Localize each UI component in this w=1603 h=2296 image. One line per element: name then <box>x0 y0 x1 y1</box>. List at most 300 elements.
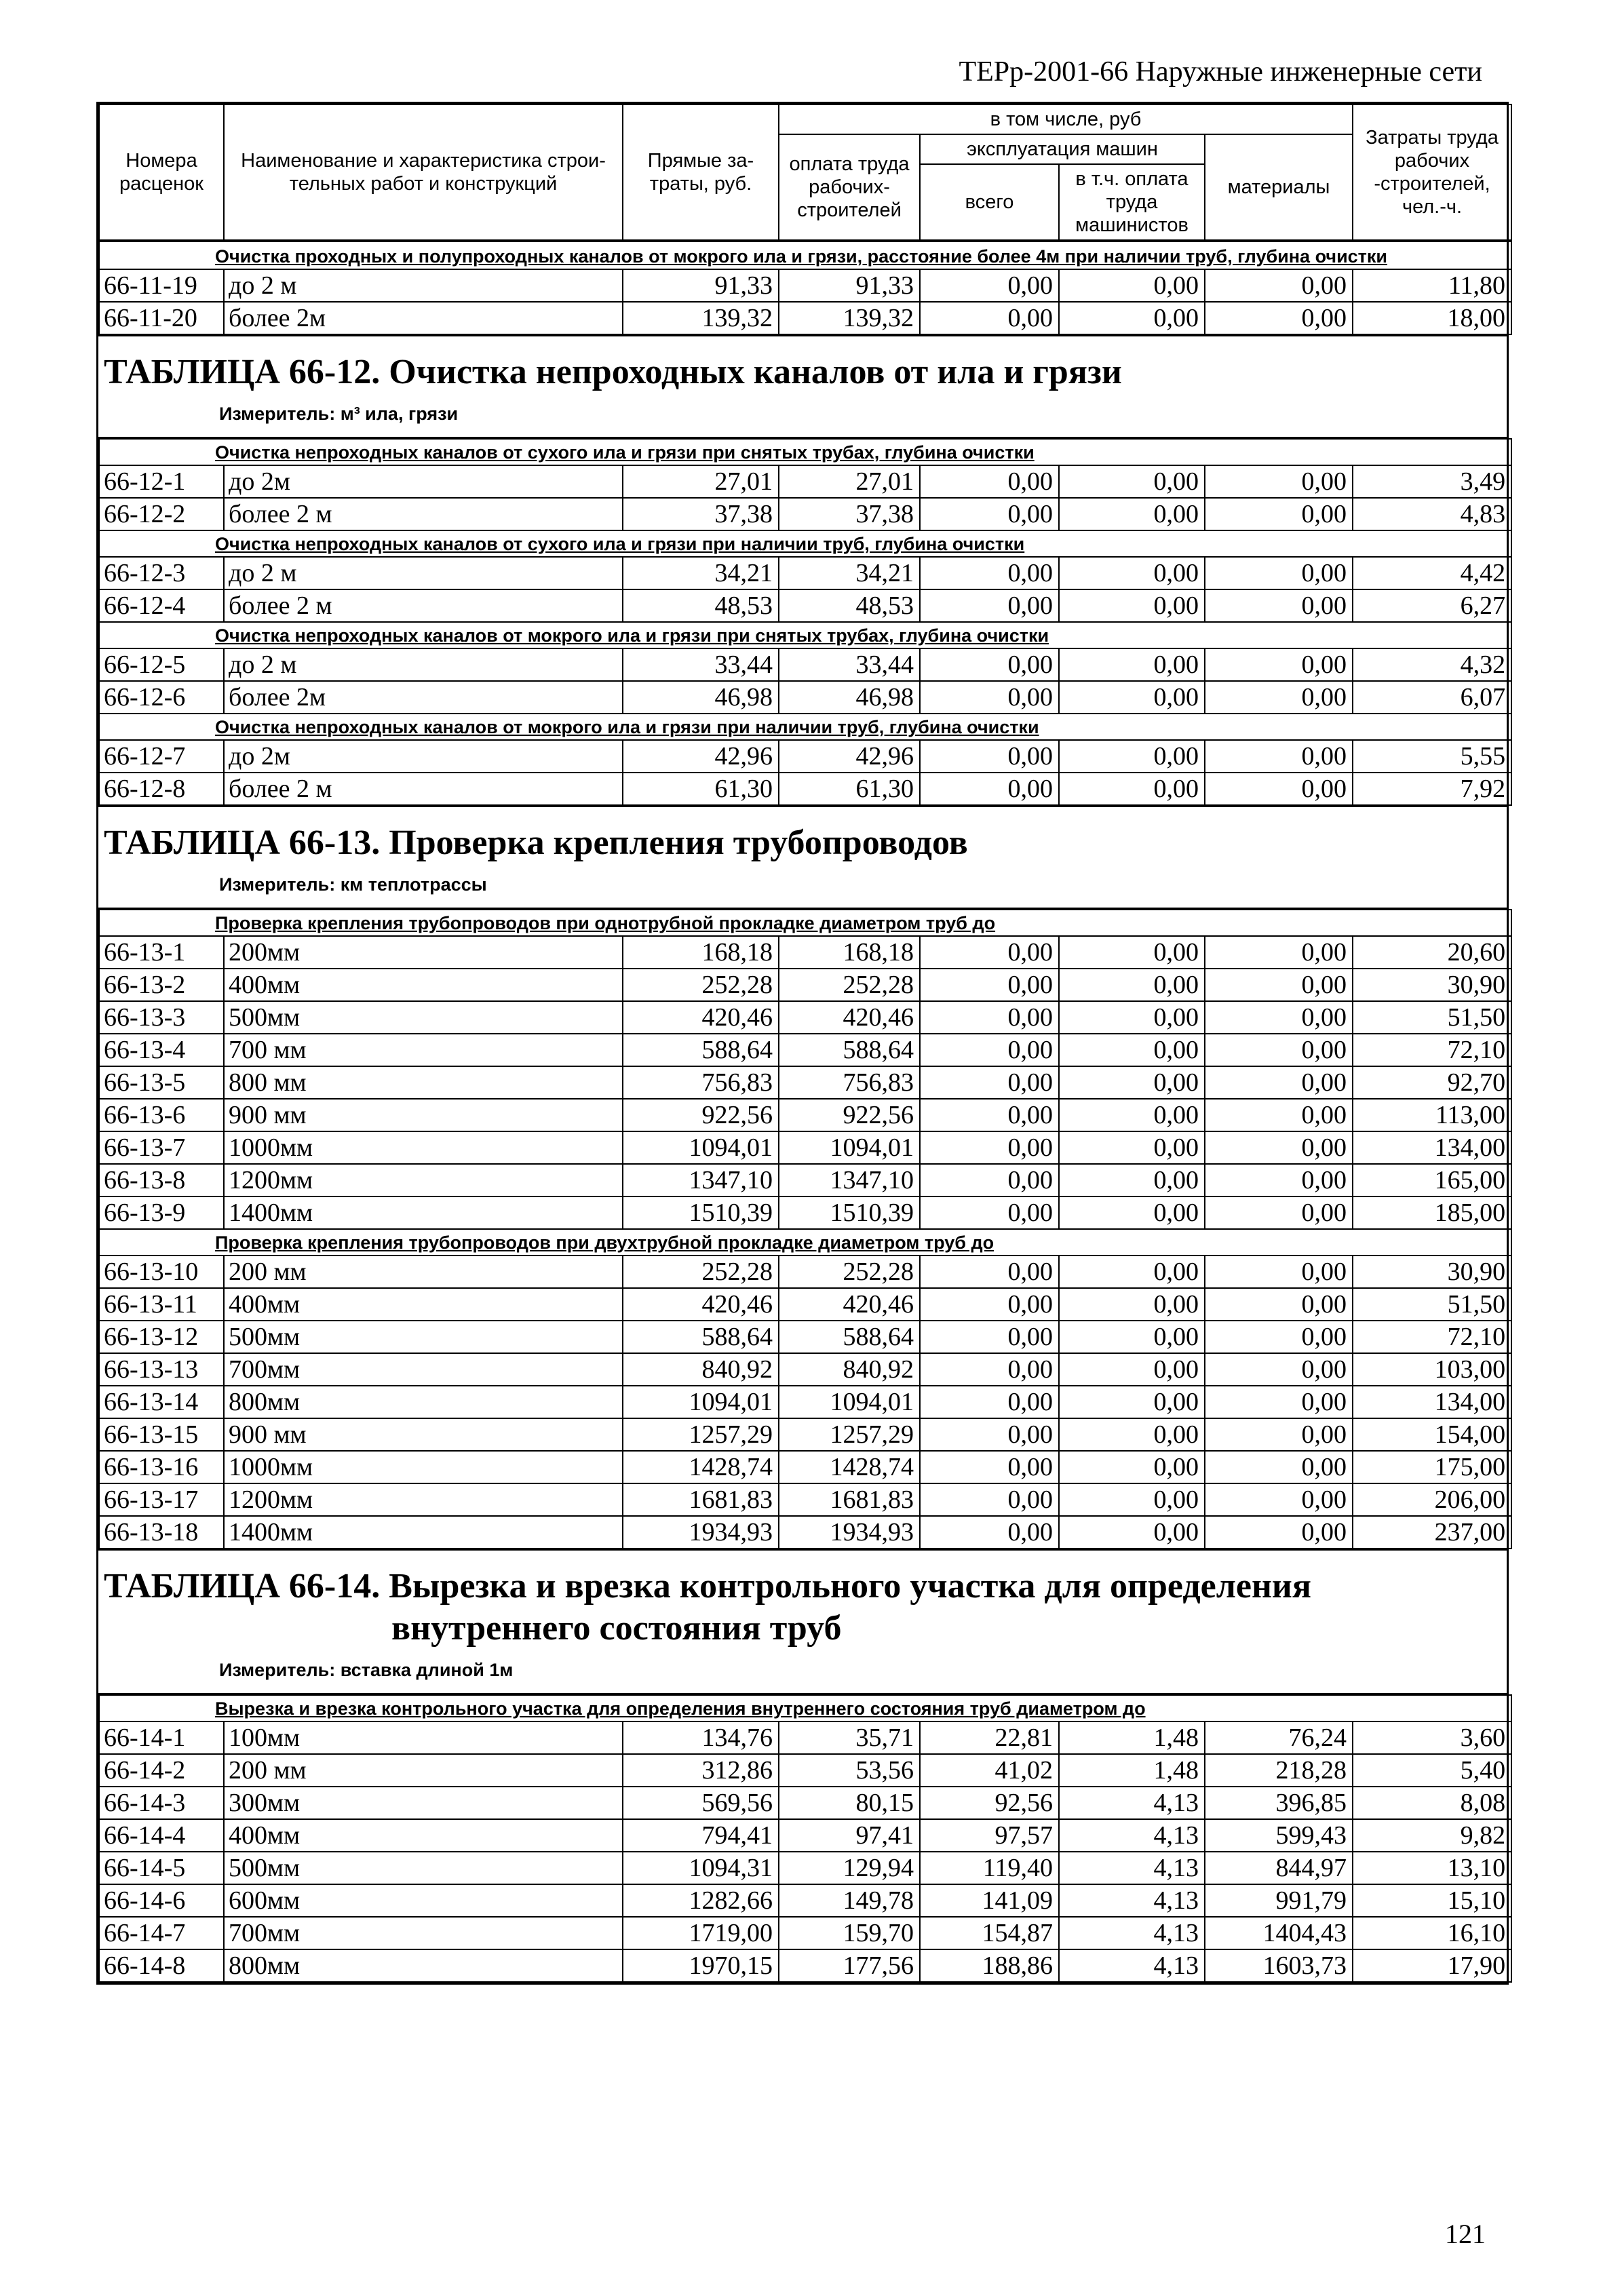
materials-cell: 844,97 <box>1205 1852 1353 1884</box>
col-header-machines-total: всего <box>920 164 1059 240</box>
rate-code-cell: 66-13-5 <box>99 1066 224 1099</box>
table-title-block <box>98 1549 1507 1694</box>
materials-cell: 0,00 <box>1205 1066 1353 1099</box>
work-name-cell: 1200мм <box>224 1164 623 1196</box>
machines-total-cell: 119,40 <box>920 1852 1059 1884</box>
table-title: ТАБЛИЦА 66-13. Проверка крепления трубопроводов <box>104 823 968 862</box>
worker-wages-cell: 97,41 <box>779 1819 920 1852</box>
machinist-wages-cell: 0,00 <box>1059 1516 1205 1549</box>
rate-code-cell: 66-11-20 <box>99 302 224 334</box>
machinist-wages-cell: 0,00 <box>1059 1099 1205 1131</box>
group-label: Очистка непроходных каналов от мокрого ила и грязи при снятых трубах, глубина очистки <box>99 622 1511 648</box>
machines-total-cell: 0,00 <box>920 740 1059 773</box>
direct-costs-cell: 420,46 <box>623 1288 779 1321</box>
labor-hours-cell: 4,83 <box>1353 498 1511 530</box>
worker-wages-cell: 37,38 <box>779 498 920 530</box>
worker-wages-cell: 149,78 <box>779 1884 920 1917</box>
work-name-cell: более 2 м <box>224 589 623 622</box>
materials-cell: 76,24 <box>1205 1721 1353 1754</box>
rate-code-cell: 66-13-6 <box>99 1099 224 1131</box>
machinist-wages-cell: 0,00 <box>1059 302 1205 334</box>
machinist-wages-cell: 0,00 <box>1059 1353 1205 1386</box>
col-header-direct: Прямые за-траты, руб. <box>623 104 779 240</box>
materials-cell: 0,00 <box>1205 969 1353 1001</box>
group-row <box>99 241 1511 269</box>
rate-code-cell: 66-14-1 <box>99 1721 224 1754</box>
labor-hours-cell: 5,40 <box>1353 1754 1511 1787</box>
machines-total-cell: 97,57 <box>920 1819 1059 1852</box>
machinist-wages-cell: 4,13 <box>1059 1819 1205 1852</box>
work-name-cell: 1200мм <box>224 1483 623 1516</box>
group-label: Проверка крепления трубопроводов при двухтрубной прокладке диаметром труб до <box>99 1229 1511 1256</box>
rate-code-cell: 66-14-2 <box>99 1754 224 1787</box>
labor-hours-cell: 72,10 <box>1353 1321 1511 1353</box>
labor-hours-cell: 154,00 <box>1353 1418 1511 1451</box>
worker-wages-cell: 588,64 <box>779 1321 920 1353</box>
rate-code-cell: 66-12-2 <box>99 498 224 530</box>
machinist-wages-cell: 0,00 <box>1059 498 1205 530</box>
labor-hours-cell: 18,00 <box>1353 302 1511 334</box>
direct-costs-cell: 134,76 <box>623 1721 779 1754</box>
materials-cell: 0,00 <box>1205 1099 1353 1131</box>
table-title-block <box>98 806 1507 909</box>
table-row <box>99 681 1511 714</box>
worker-wages-cell: 420,46 <box>779 1288 920 1321</box>
rate-code-cell: 66-13-11 <box>99 1288 224 1321</box>
machines-total-cell: 0,00 <box>920 1451 1059 1483</box>
worker-wages-cell: 35,71 <box>779 1721 920 1754</box>
table-row <box>99 1001 1511 1034</box>
machinist-wages-cell: 0,00 <box>1059 465 1205 498</box>
table-row <box>99 648 1511 681</box>
materials-cell: 0,00 <box>1205 1196 1353 1229</box>
machinist-wages-cell: 0,00 <box>1059 648 1205 681</box>
work-name-cell: 300мм <box>224 1787 623 1819</box>
rate-code-cell: 66-13-15 <box>99 1418 224 1451</box>
group-label: Проверка крепления трубопроводов при однотрубной прокладке диаметром труб до <box>99 910 1511 936</box>
machinist-wages-cell: 0,00 <box>1059 269 1205 302</box>
page-number: 121 <box>1445 2219 1486 2249</box>
worker-wages-cell: 756,83 <box>779 1066 920 1099</box>
work-name-cell: 1000мм <box>224 1451 623 1483</box>
work-name-cell: 500мм <box>224 1852 623 1884</box>
machines-total-cell: 0,00 <box>920 1321 1059 1353</box>
materials-cell: 0,00 <box>1205 1516 1353 1549</box>
machinist-wages-cell: 0,00 <box>1059 969 1205 1001</box>
table-row <box>99 1034 1511 1066</box>
work-name-cell: более 2 м <box>224 498 623 530</box>
col-header-machinist-wages: в т.ч. оплата труда машинистов <box>1059 164 1205 240</box>
table-row <box>99 1852 1511 1884</box>
worker-wages-cell: 139,32 <box>779 302 920 334</box>
machinist-wages-cell: 1,48 <box>1059 1754 1205 1787</box>
labor-hours-cell: 3,60 <box>1353 1721 1511 1754</box>
materials-cell: 0,00 <box>1205 936 1353 969</box>
table-row <box>99 1483 1511 1516</box>
materials-cell: 0,00 <box>1205 1386 1353 1418</box>
table-row <box>99 1451 1511 1483</box>
work-name-cell: 800мм <box>224 1949 623 1982</box>
rate-code-cell: 66-14-8 <box>99 1949 224 1982</box>
direct-costs-cell: 1934,93 <box>623 1516 779 1549</box>
work-name-cell: 400мм <box>224 1288 623 1321</box>
table-row <box>99 1099 1511 1131</box>
rate-code-cell: 66-12-3 <box>99 557 224 589</box>
group-row <box>99 714 1511 740</box>
table-row <box>99 1196 1511 1229</box>
worker-wages-cell: 1510,39 <box>779 1196 920 1229</box>
direct-costs-cell: 1510,39 <box>623 1196 779 1229</box>
materials-cell: 0,00 <box>1205 498 1353 530</box>
table-row <box>99 740 1511 773</box>
table-row <box>99 1884 1511 1917</box>
worker-wages-cell: 34,21 <box>779 557 920 589</box>
direct-costs-cell: 1282,66 <box>623 1884 779 1917</box>
direct-costs-cell: 252,28 <box>623 969 779 1001</box>
materials-cell: 0,00 <box>1205 773 1353 805</box>
direct-costs-cell: 1094,01 <box>623 1386 779 1418</box>
labor-hours-cell: 13,10 <box>1353 1852 1511 1884</box>
machinist-wages-cell: 0,00 <box>1059 557 1205 589</box>
worker-wages-cell: 42,96 <box>779 740 920 773</box>
group-row <box>99 439 1511 465</box>
direct-costs-cell: 27,01 <box>623 465 779 498</box>
work-name-cell: до 2 м <box>224 269 623 302</box>
table-row <box>99 1321 1511 1353</box>
machines-total-cell: 141,09 <box>920 1884 1059 1917</box>
labor-hours-cell: 175,00 <box>1353 1451 1511 1483</box>
table-row <box>99 498 1511 530</box>
machinist-wages-cell: 4,13 <box>1059 1949 1205 1982</box>
rate-code-cell: 66-12-8 <box>99 773 224 805</box>
machinist-wages-cell: 0,00 <box>1059 1483 1205 1516</box>
worker-wages-cell: 1934,93 <box>779 1516 920 1549</box>
machines-total-cell: 0,00 <box>920 1256 1059 1288</box>
direct-costs-cell: 37,38 <box>623 498 779 530</box>
col-header-machines: эксплуатация машин <box>920 134 1205 164</box>
labor-hours-cell: 134,00 <box>1353 1386 1511 1418</box>
group-label: Очистка проходных и полупроходных каналов от мокрого ила и грязи, расстояние более 4м при наличии труб, глубина очистки <box>99 241 1511 269</box>
work-name-cell: 900 мм <box>224 1418 623 1451</box>
table-title: ТАБЛИЦА 66-12. Очистка непроходных каналов от ила и грязи <box>104 353 1122 391</box>
direct-costs-cell: 756,83 <box>623 1066 779 1099</box>
col-header-name: Наименование и характеристика строи-тельных работ и конструкций <box>224 104 623 240</box>
materials-cell: 599,43 <box>1205 1819 1353 1852</box>
worker-wages-cell: 1347,10 <box>779 1164 920 1196</box>
machinist-wages-cell: 0,00 <box>1059 1196 1205 1229</box>
work-name-cell: более 2 м <box>224 773 623 805</box>
worker-wages-cell: 252,28 <box>779 1256 920 1288</box>
direct-costs-cell: 252,28 <box>623 1256 779 1288</box>
rate-code-cell: 66-12-5 <box>99 648 224 681</box>
work-name-cell: 1400мм <box>224 1196 623 1229</box>
labor-hours-cell: 9,82 <box>1353 1819 1511 1852</box>
direct-costs-cell: 33,44 <box>623 648 779 681</box>
materials-cell: 0,00 <box>1205 1483 1353 1516</box>
rate-code-cell: 66-13-12 <box>99 1321 224 1353</box>
labor-hours-cell: 30,90 <box>1353 1256 1511 1288</box>
materials-cell: 0,00 <box>1205 1288 1353 1321</box>
direct-costs-cell: 34,21 <box>623 557 779 589</box>
table-row <box>99 302 1511 334</box>
rate-code-cell: 66-14-6 <box>99 1884 224 1917</box>
machinist-wages-cell: 0,00 <box>1059 1001 1205 1034</box>
machines-total-cell: 0,00 <box>920 589 1059 622</box>
rate-code-cell: 66-13-7 <box>99 1131 224 1164</box>
machines-total-cell: 0,00 <box>920 1483 1059 1516</box>
work-name-cell: 600мм <box>224 1884 623 1917</box>
work-name-cell: 500мм <box>224 1321 623 1353</box>
direct-costs-cell: 48,53 <box>623 589 779 622</box>
table-row <box>99 773 1511 805</box>
table-row <box>99 1917 1511 1949</box>
work-name-cell: 800 мм <box>224 1066 623 1099</box>
worker-wages-cell: 922,56 <box>779 1099 920 1131</box>
worker-wages-cell: 129,94 <box>779 1852 920 1884</box>
work-name-cell: более 2м <box>224 302 623 334</box>
rate-code-cell: 66-12-6 <box>99 681 224 714</box>
worker-wages-cell: 420,46 <box>779 1001 920 1034</box>
materials-cell: 0,00 <box>1205 1418 1353 1451</box>
machinist-wages-cell: 0,00 <box>1059 1418 1205 1451</box>
direct-costs-cell: 46,98 <box>623 681 779 714</box>
table-row <box>99 1516 1511 1549</box>
table-title: ТАБЛИЦА 66-14. Вырезка и врезка контрольного участка для определения <box>104 1567 1312 1606</box>
machines-total-cell: 0,00 <box>920 1196 1059 1229</box>
table-row <box>99 1353 1511 1386</box>
table-title-block <box>98 335 1507 438</box>
rate-table <box>96 102 1509 1985</box>
table-row <box>99 1949 1511 1982</box>
worker-wages-cell: 91,33 <box>779 269 920 302</box>
labor-hours-cell: 17,90 <box>1353 1949 1511 1982</box>
rate-code-cell: 66-13-18 <box>99 1516 224 1549</box>
direct-costs-cell: 1681,83 <box>623 1483 779 1516</box>
work-name-cell: до 2 м <box>224 648 623 681</box>
materials-cell: 0,00 <box>1205 557 1353 589</box>
work-name-cell: 700мм <box>224 1353 623 1386</box>
machinist-wages-cell: 4,13 <box>1059 1787 1205 1819</box>
direct-costs-cell: 1094,01 <box>623 1131 779 1164</box>
work-name-cell: 200 мм <box>224 1256 623 1288</box>
group-label: Очистка непроходных каналов от мокрого ила и грязи при наличии труб, глубина очистки <box>99 714 1511 740</box>
machinist-wages-cell: 0,00 <box>1059 936 1205 969</box>
machines-total-cell: 0,00 <box>920 681 1059 714</box>
work-name-cell: 200мм <box>224 936 623 969</box>
work-name-cell: 100мм <box>224 1721 623 1754</box>
work-name-cell: до 2м <box>224 465 623 498</box>
worker-wages-cell: 1094,01 <box>779 1386 920 1418</box>
machinist-wages-cell: 0,00 <box>1059 1256 1205 1288</box>
work-name-cell: 700 мм <box>224 1034 623 1066</box>
materials-cell: 218,28 <box>1205 1754 1353 1787</box>
col-header-code: Номера расценок <box>99 104 224 240</box>
materials-cell: 1603,73 <box>1205 1949 1353 1982</box>
worker-wages-cell: 252,28 <box>779 969 920 1001</box>
rate-code-cell: 66-12-7 <box>99 740 224 773</box>
work-name-cell: 700мм <box>224 1917 623 1949</box>
labor-hours-cell: 11,80 <box>1353 269 1511 302</box>
group-row <box>99 910 1511 936</box>
materials-cell: 0,00 <box>1205 1321 1353 1353</box>
rate-code-cell: 66-11-19 <box>99 269 224 302</box>
machinist-wages-cell: 0,00 <box>1059 773 1205 805</box>
machines-total-cell: 0,00 <box>920 302 1059 334</box>
machines-total-cell: 0,00 <box>920 969 1059 1001</box>
labor-hours-cell: 20,60 <box>1353 936 1511 969</box>
labor-hours-cell: 15,10 <box>1353 1884 1511 1917</box>
work-name-cell: 500мм <box>224 1001 623 1034</box>
worker-wages-cell: 177,56 <box>779 1949 920 1982</box>
direct-costs-cell: 922,56 <box>623 1099 779 1131</box>
machines-total-cell: 0,00 <box>920 1418 1059 1451</box>
machines-total-cell: 0,00 <box>920 269 1059 302</box>
machinist-wages-cell: 0,00 <box>1059 1386 1205 1418</box>
direct-costs-cell: 1719,00 <box>623 1917 779 1949</box>
labor-hours-cell: 3,49 <box>1353 465 1511 498</box>
labor-hours-cell: 8,08 <box>1353 1787 1511 1819</box>
table-row <box>99 465 1511 498</box>
machines-total-cell: 0,00 <box>920 773 1059 805</box>
materials-cell: 0,00 <box>1205 1034 1353 1066</box>
table-row <box>99 1721 1511 1754</box>
rate-code-cell: 66-14-3 <box>99 1787 224 1819</box>
machinist-wages-cell: 0,00 <box>1059 1066 1205 1099</box>
machinist-wages-cell: 0,00 <box>1059 589 1205 622</box>
machinist-wages-cell: 0,00 <box>1059 681 1205 714</box>
table-unit: Измеритель: вставка длиной 1м <box>219 1660 514 1680</box>
table-row <box>99 1386 1511 1418</box>
machines-total-cell: 0,00 <box>920 465 1059 498</box>
materials-cell: 0,00 <box>1205 740 1353 773</box>
worker-wages-cell: 80,15 <box>779 1787 920 1819</box>
materials-cell: 0,00 <box>1205 1451 1353 1483</box>
materials-cell: 0,00 <box>1205 465 1353 498</box>
work-name-cell: 900 мм <box>224 1099 623 1131</box>
rate-code-cell: 66-13-3 <box>99 1001 224 1034</box>
direct-costs-cell: 1094,31 <box>623 1852 779 1884</box>
table-row <box>99 1418 1511 1451</box>
rate-code-cell: 66-13-16 <box>99 1451 224 1483</box>
table-row <box>99 589 1511 622</box>
direct-costs-cell: 312,86 <box>623 1754 779 1787</box>
machines-total-cell: 0,00 <box>920 1099 1059 1131</box>
rate-code-cell: 66-14-7 <box>99 1917 224 1949</box>
col-header-materials: материалы <box>1205 134 1353 240</box>
direct-costs-cell: 1257,29 <box>623 1418 779 1451</box>
machines-total-cell: 0,00 <box>920 936 1059 969</box>
work-name-cell: до 2м <box>224 740 623 773</box>
worker-wages-cell: 840,92 <box>779 1353 920 1386</box>
rate-code-cell: 66-13-10 <box>99 1256 224 1288</box>
table-row <box>99 269 1511 302</box>
machinist-wages-cell: 4,13 <box>1059 1917 1205 1949</box>
work-name-cell: 800мм <box>224 1386 623 1418</box>
machines-total-cell: 0,00 <box>920 1131 1059 1164</box>
rate-code-cell: 66-13-2 <box>99 969 224 1001</box>
worker-wages-cell: 53,56 <box>779 1754 920 1787</box>
machines-total-cell: 0,00 <box>920 1066 1059 1099</box>
rate-code-cell: 66-12-4 <box>99 589 224 622</box>
machines-total-cell: 92,56 <box>920 1787 1059 1819</box>
direct-costs-cell: 91,33 <box>623 269 779 302</box>
labor-hours-cell: 16,10 <box>1353 1917 1511 1949</box>
col-header-incl: в том числе, руб <box>779 104 1353 134</box>
work-name-cell: 400мм <box>224 969 623 1001</box>
labor-hours-cell: 206,00 <box>1353 1483 1511 1516</box>
machines-total-cell: 0,00 <box>920 498 1059 530</box>
direct-costs-cell: 139,32 <box>623 302 779 334</box>
materials-cell: 0,00 <box>1205 1164 1353 1196</box>
machinist-wages-cell: 0,00 <box>1059 1321 1205 1353</box>
direct-costs-cell: 569,56 <box>623 1787 779 1819</box>
worker-wages-cell: 33,44 <box>779 648 920 681</box>
table-row <box>99 557 1511 589</box>
materials-cell: 396,85 <box>1205 1787 1353 1819</box>
labor-hours-cell: 5,55 <box>1353 740 1511 773</box>
data-table <box>98 1694 1512 1983</box>
rate-code-cell: 66-13-1 <box>99 936 224 969</box>
table-row <box>99 1256 1511 1288</box>
labor-hours-cell: 51,50 <box>1353 1001 1511 1034</box>
direct-costs-cell: 588,64 <box>623 1034 779 1066</box>
machinist-wages-cell: 0,00 <box>1059 1131 1205 1164</box>
group-row <box>99 1229 1511 1256</box>
rate-code-cell: 66-13-17 <box>99 1483 224 1516</box>
direct-costs-cell: 42,96 <box>623 740 779 773</box>
table-title-cont: внутреннего состояния труб <box>391 1609 842 1648</box>
rate-code-cell: 66-14-4 <box>99 1819 224 1852</box>
rate-code-cell: 66-14-5 <box>99 1852 224 1884</box>
group-label: Очистка непроходных каналов от сухого ила и грязи при наличии труб, глубина очистки <box>99 530 1511 557</box>
machinist-wages-cell: 4,13 <box>1059 1852 1205 1884</box>
materials-cell: 0,00 <box>1205 681 1353 714</box>
materials-cell: 991,79 <box>1205 1884 1353 1917</box>
table-row <box>99 1288 1511 1321</box>
rate-code-cell: 66-13-8 <box>99 1164 224 1196</box>
data-table <box>98 241 1512 335</box>
labor-hours-cell: 92,70 <box>1353 1066 1511 1099</box>
machinist-wages-cell: 0,00 <box>1059 1288 1205 1321</box>
materials-cell: 0,00 <box>1205 589 1353 622</box>
machines-total-cell: 0,00 <box>920 1001 1059 1034</box>
table-row <box>99 1787 1511 1819</box>
work-name-cell: 1400мм <box>224 1516 623 1549</box>
materials-cell: 0,00 <box>1205 302 1353 334</box>
group-row <box>99 1695 1511 1721</box>
direct-costs-cell: 61,30 <box>623 773 779 805</box>
machinist-wages-cell: 0,00 <box>1059 1164 1205 1196</box>
group-label: Очистка непроходных каналов от сухого ила и грязи при снятых трубах, глубина очистки <box>99 439 1511 465</box>
table-row <box>99 1066 1511 1099</box>
machines-total-cell: 0,00 <box>920 1516 1059 1549</box>
table-row <box>99 1819 1511 1852</box>
group-label: Вырезка и врезка контрольного участка для определения внутреннего состояния труб диаметром до <box>99 1695 1511 1721</box>
column-header <box>98 104 1512 241</box>
page-header: ТЕРр-2001-66 Наружные инженерные сети <box>959 56 1482 87</box>
worker-wages-cell: 61,30 <box>779 773 920 805</box>
labor-hours-cell: 4,42 <box>1353 557 1511 589</box>
materials-cell: 0,00 <box>1205 1256 1353 1288</box>
materials-cell: 1404,43 <box>1205 1917 1353 1949</box>
machines-total-cell: 154,87 <box>920 1917 1059 1949</box>
table-unit: Измеритель: м³ ила, грязи <box>219 404 459 424</box>
machines-total-cell: 0,00 <box>920 648 1059 681</box>
worker-wages-cell: 27,01 <box>779 465 920 498</box>
machines-total-cell: 0,00 <box>920 1386 1059 1418</box>
machines-total-cell: 0,00 <box>920 557 1059 589</box>
labor-hours-cell: 30,90 <box>1353 969 1511 1001</box>
